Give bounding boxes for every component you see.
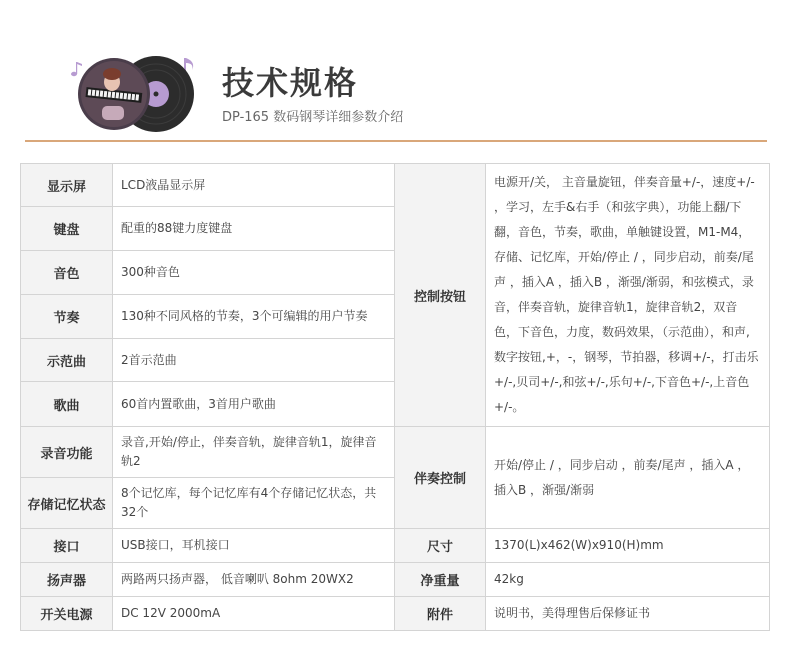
spec-value-songs: 60首内置歌曲，3首用户歌曲 bbox=[113, 382, 395, 427]
spec-label-songs: 歌曲 bbox=[21, 382, 113, 427]
spec-value-recording: 录音,开始/停止，伴奏音轨，旋律音轨1，旋律音轨2 bbox=[113, 427, 395, 478]
spec-value-controls: 电源开/关， 主音量旋钮，伴奏音量+/-，速度+/- ，学习，左手&右手（和弦字典），功能上翻/下翻，音色，节奏，歌曲，单触键设置，M1-M4，存储、记忆库，开始/停止 / ，同步启动，前奏/尾声 ，插入A ，插入B ，渐强/渐弱，和弦模式，录音，伴奏音轨，旋律音轨1，旋律音轨2，双音色，下音色，力度，数码效果，（示范曲），和声,数字按钮,+，-，钢琴，节拍器，移调+/-，打击乐+/-,贝司+/-,和弦+/-,乐句+/-,下音色+/-,上音色+/-。 bbox=[486, 164, 770, 427]
spec-label-controls: 控制按钮 bbox=[395, 164, 486, 427]
page-header bbox=[0, 0, 790, 150]
spec-label-keyboard: 键盘 bbox=[21, 207, 113, 250]
page-subtitle: DP-165 数码钢琴详细参数介绍 bbox=[222, 110, 404, 125]
spec-value-rhythms: 130种不同风格的节奏，3个可编辑的用户节奏 bbox=[113, 295, 395, 338]
page-title: 技术规格 bbox=[222, 64, 359, 102]
spec-label-rhythms: 节奏 bbox=[21, 295, 113, 338]
spec-label-accessories: 附件 bbox=[395, 597, 486, 631]
spec-value-interface: USB接口，耳机接口 bbox=[113, 529, 395, 563]
header-divider bbox=[25, 140, 767, 142]
spec-label-power: 开关电源 bbox=[21, 597, 113, 631]
spec-label-demo: 示范曲 bbox=[21, 338, 113, 381]
spec-value-speakers: 两路两只扬声器， 低音喇叭 8ohm 20WX2 bbox=[113, 563, 395, 597]
piano-record-illustration bbox=[68, 54, 208, 134]
spec-label-speakers: 扬声器 bbox=[21, 563, 113, 597]
spec-label-accompaniment: 伴奏控制 bbox=[395, 427, 486, 529]
spec-value-display: LCD液晶显示屏 bbox=[113, 164, 395, 207]
spec-value-weight: 42kg bbox=[486, 563, 770, 597]
spec-value-demo: 2首示范曲 bbox=[113, 338, 395, 381]
table-row bbox=[21, 164, 770, 207]
spec-value-power: DC 12V 2000mA bbox=[113, 597, 395, 631]
spec-label-weight: 净重量 bbox=[395, 563, 486, 597]
spec-value-accessories: 说明书，美得理售后保修证书 bbox=[486, 597, 770, 631]
spec-label-display: 显示屏 bbox=[21, 164, 113, 207]
spec-label-recording: 录音功能 bbox=[21, 427, 113, 478]
spec-value-size: 1370(L)x462(W)x910(H)mm bbox=[486, 529, 770, 563]
spec-value-tones: 300种音色 bbox=[113, 250, 395, 295]
spec-value-keyboard: 配重的88键力度键盘 bbox=[113, 207, 395, 250]
table-row bbox=[21, 597, 770, 631]
spec-value-memory: 8个记忆库，每个记忆库有4个存储记忆状态，共32个 bbox=[113, 478, 395, 529]
spec-label-tones: 音色 bbox=[21, 250, 113, 295]
spec-label-memory: 存储记忆状态 bbox=[21, 478, 113, 529]
table-row bbox=[21, 529, 770, 563]
spec-label-size: 尺寸 bbox=[395, 529, 486, 563]
table-row bbox=[21, 427, 770, 478]
spec-table bbox=[20, 163, 770, 631]
spec-label-interface: 接口 bbox=[21, 529, 113, 563]
spec-value-accompaniment: 开始/停止 / ，同步启动 ，前奏/尾声 ，插入A ，插入B ，渐强/渐弱 bbox=[486, 427, 770, 529]
table-row bbox=[21, 563, 770, 597]
